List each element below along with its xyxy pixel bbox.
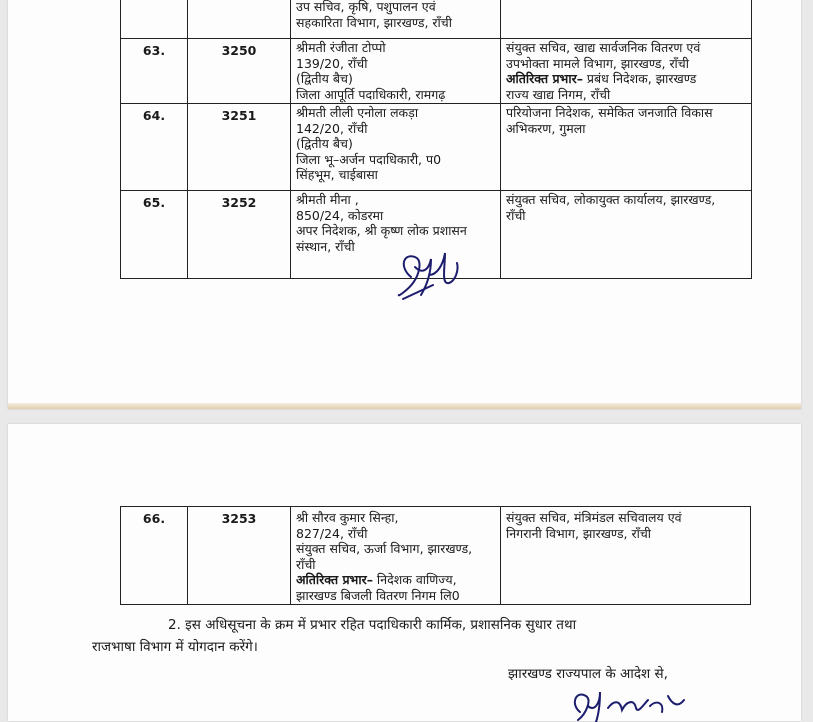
officer-line: जिला आपूर्ति पदाधिकारी, रामगढ़ [296, 86, 446, 102]
officer-line: संयुक्त सचिव, ऊर्जा विभाग, झारखण्ड, [296, 541, 473, 556]
page-edge [8, 403, 801, 409]
serial-number: 65. [121, 191, 188, 279]
officer-code: 3253 [188, 507, 291, 605]
officer-line: जिला भू–अर्जन पदाधिकारी, प0 [296, 151, 442, 167]
officer-line: उप सचिव, कृषि, पशुपालन एवं [296, 0, 436, 14]
serial-number: 63. [121, 39, 188, 104]
paragraph-line: 2. इस अधिसूचना के क्रम में प्रभार रहित पदाधिकारी कार्मिक, प्रशासनिक सुधार तथा [168, 617, 577, 633]
officer-transfer-table-top [120, 0, 752, 279]
document-page-top [8, 0, 801, 409]
officer-cell [291, 104, 501, 191]
table-row [121, 104, 752, 191]
posting-cell [501, 104, 752, 191]
officer-cell [291, 0, 501, 39]
posting-cell [501, 191, 752, 279]
code-cell [188, 0, 291, 39]
posting-cell [501, 507, 751, 605]
serial-number: 66. [121, 507, 188, 605]
officer-line: श्रीमती मीना , [296, 192, 359, 207]
table-row [121, 0, 752, 39]
extra-charge-text: प्रबंध निदेशक, झारखण्ड [582, 71, 697, 86]
table-row [121, 507, 751, 605]
extra-charge-line: राज्य खाद्य निगम, राँची [506, 86, 611, 102]
posting-line: परियोजना निदेशक, समेकित जनजाति विकास [506, 105, 713, 120]
officer-line: 850/24, कोडरमा [296, 207, 384, 223]
posting-line: अभिकरण, गुमला [506, 120, 586, 136]
officer-line: (द्वितीय बैच) [296, 136, 353, 151]
officer-code: 3251 [188, 104, 291, 191]
extra-charge-line [296, 572, 495, 588]
serial-cell [121, 0, 188, 39]
extra-charge-text: निदेशक वाणिज्य, [372, 572, 457, 587]
officer-line: सिंहभूम, चाईबासा [296, 167, 378, 182]
signature-image [564, 682, 694, 722]
posting-cell [501, 0, 752, 39]
posting-line: संयुक्त सचिव, मंत्रिमंडल सचिवालय एवं [506, 510, 682, 525]
extra-charge-label: अतिरिक्त प्रभार– [296, 572, 373, 587]
officer-line: श्रीमती रंजीता टोप्पो [296, 40, 386, 55]
serial-number: 64. [121, 104, 188, 191]
officer-line: अपर निदेशक, श्री कृष्ण लोक प्रशासन [296, 223, 467, 238]
extra-charge-label: अतिरिक्त प्रभार– [506, 71, 583, 86]
posting-line: संयुक्त सचिव, लोकायुक्त कार्यालय, झारखण्ड, [506, 192, 716, 207]
posting-line: उपभोक्ता मामले विभाग, झारखण्ड, राँची [506, 55, 689, 71]
document-page-bottom [8, 424, 801, 721]
officer-line: (द्वितीय बैच) [296, 71, 353, 86]
officer-cell [291, 39, 501, 104]
table-row [121, 39, 752, 104]
officer-cell [291, 507, 501, 605]
officer-code: 3252 [188, 191, 291, 279]
officer-transfer-table-bottom [120, 506, 751, 605]
officer-code: 3250 [188, 39, 291, 104]
officer-line: 139/20, राँची [296, 55, 368, 71]
officer-line: संस्थान, राँची [296, 238, 355, 254]
posting-line: संयुक्त सचिव, खाद्य सार्वजनिक वितरण एवं [506, 40, 701, 55]
posting-cell [501, 39, 752, 104]
officer-line: 827/24, राँची [296, 525, 368, 541]
officer-line: राँची [296, 556, 316, 572]
officer-line: 142/20, राँची [296, 120, 368, 136]
posting-line: राँची [506, 207, 526, 223]
officer-line: सहकारिता विभाग, झारखण्ड, राँची [296, 14, 452, 30]
extra-charge-line [506, 71, 746, 87]
officer-line: श्री सौरव कुमार सिन्हा, [296, 510, 399, 525]
signature-image [393, 245, 483, 305]
paragraph-line: राजभाषा विभाग में योगदान करेंगे। [92, 639, 258, 655]
posting-line: निगरानी विभाग, झारखण्ड, राँची [506, 525, 652, 541]
officer-line: श्रीमती लीली एनोला लकड़ा [296, 105, 419, 120]
extra-charge-line: झारखण्ड बिजली वितरण निगम लि0 [296, 587, 460, 603]
closing-text: झारखण्ड राज्यपाल के आदेश से, [508, 666, 668, 682]
